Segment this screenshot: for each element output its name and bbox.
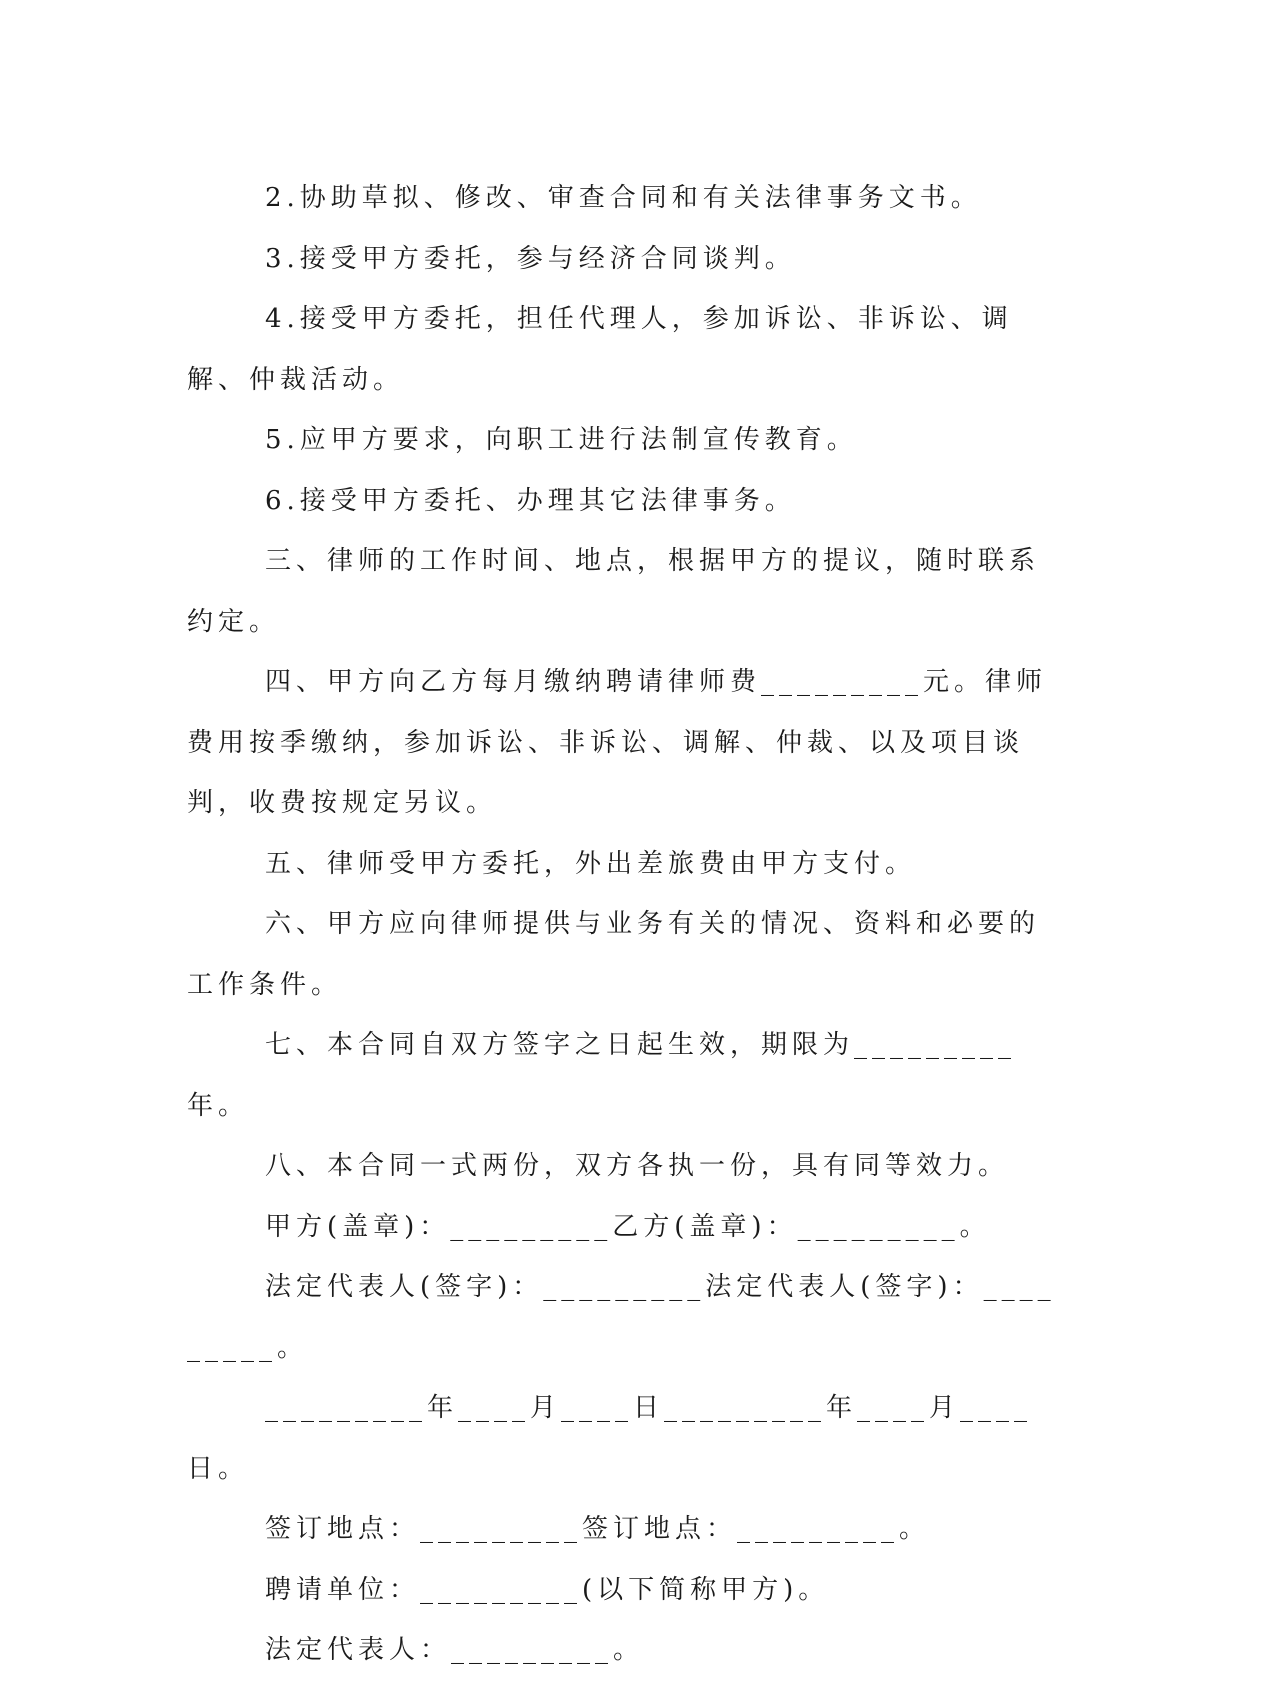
clause-4-paragraph: 4.接受甲方委托，担任代理人，参加诉讼、非诉讼、调解、仲裁活动。 <box>187 304 1013 395</box>
clause-3-paragraph: 3.接受甲方委托，参与经济合同谈判。 <box>265 243 796 274</box>
section-3-paragraph: 三、律师的工作时间、地点，根据甲方的提议，随时联系约定。 <box>187 546 1041 637</box>
document-body <box>187 168 1067 1681</box>
clause-5-paragraph: 5.应甲方要求，向职工进行法制宣传教育。 <box>265 425 858 455</box>
legal-representative-line: 法定代表人：_________。 <box>265 1635 645 1665</box>
legal-rep-signature-line: 法定代表人(签字)：_________法定代表人(签字)：_________。 <box>187 1272 1056 1363</box>
section-8-paragraph: 八、本合同一式两份，双方各执一份，具有同等效力。 <box>265 1151 1010 1181</box>
clause-2-paragraph: 2.协助草拟、修改、审查合同和有关法律事务文书。 <box>265 183 982 213</box>
signing-location-line: 签订地点：_________签订地点：_________。 <box>265 1514 931 1544</box>
employer-line: 聘请单位：_________(以下简称甲方)。 <box>265 1574 830 1605</box>
date-line: _________年____月____日_________年____月____日。 <box>187 1393 1033 1484</box>
clause-6-paragraph: 6.接受甲方委托、办理其它法律事务。 <box>265 485 796 516</box>
party-seal-line: 甲方(盖章)：_________乙方(盖章)：_________。 <box>265 1211 991 1242</box>
section-4-paragraph: 四、甲方向乙方每月缴纳聘请律师费_________元。律师费用按季缴纳，参加诉讼、非诉讼、调解、仲裁、以及项目谈判，收费按规定另议。 <box>187 667 1048 818</box>
section-7-paragraph: 七、本合同自双方签字之日起生效，期限为_________年。 <box>187 1030 1017 1121</box>
section-6-paragraph: 六、甲方应向律师提供与业务有关的情况、资料和必要的工作条件。 <box>187 909 1041 1000</box>
section-5-paragraph: 五、律师受甲方委托，外出差旅费由甲方支付。 <box>265 848 917 879</box>
